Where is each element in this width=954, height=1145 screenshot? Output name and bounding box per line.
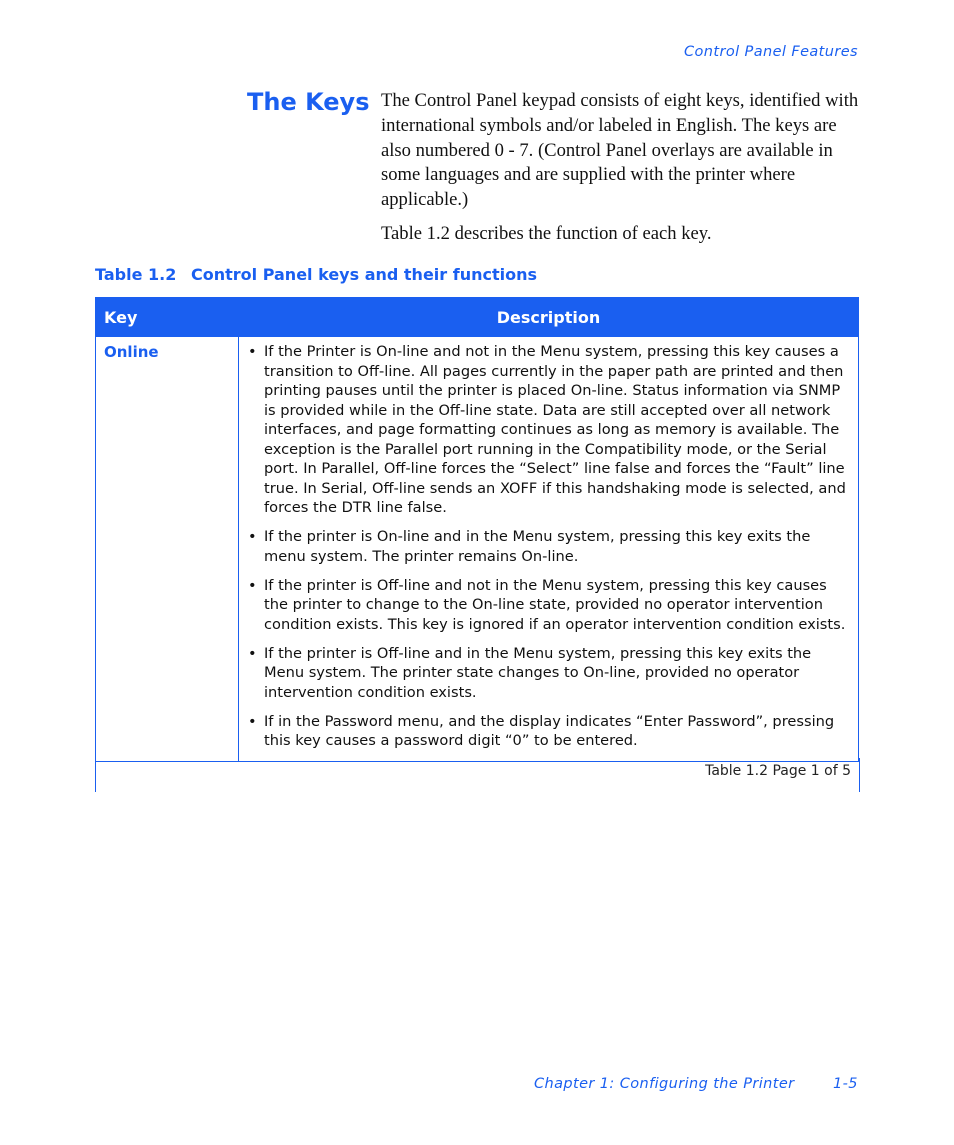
- table-caption-title: Control Panel keys and their functions: [191, 265, 537, 284]
- bullet-text: If the Printer is On-line and not in the Menu system, pressing this key causes a transition to Off-line. All pages currently in the paper path are printed and then printing pauses until the printer is placed On-line. Status information via SNMP is provided while in the Off-line state. Data are still accepted over all network interfaces, and page formatting continues as long as memory is available. The exception is the Parallel port running in the Compatibility mode, or the Serial port. In Parallel, Off-line forces the “Select” line false and forces the “Fault” line true. In Serial, Off-line sends an XOFF if this handshaking mode is selected, and forces the DTR line false.: [264, 343, 846, 516]
- table-header-row: [96, 298, 859, 337]
- keys-table: [95, 297, 859, 762]
- intro-paragraph: The Control Panel keypad consists of eight keys, identified with international symbols and/or labeled in English. The keys are also numbered 0 - 7. (Control Panel overlays are available in some languages and are supplied with the printer where applicable.): [381, 90, 859, 211]
- table-caption-number: Table 1.2: [95, 265, 177, 284]
- bullet-glyph: •: [248, 576, 257, 594]
- description-bullet: [247, 527, 850, 566]
- table-page-counter: Table 1.2 Page 1 of 5: [705, 763, 851, 779]
- intro-paragraph: Table 1.2 describes the function of each key.: [381, 222, 712, 244]
- running-header: Control Panel Features: [684, 44, 858, 60]
- description-bullet-list: [247, 342, 850, 751]
- bullet-text: If the printer is Off-line and in the Menu system, pressing this key exits the Menu system. The printer state changes to On-line, provided no operator intervention condition exists.: [264, 644, 812, 701]
- column-header-description: Description: [239, 298, 859, 337]
- table-row: [96, 337, 859, 762]
- key-name-cell: Online: [96, 337, 239, 762]
- section-title: The Keys: [247, 88, 370, 116]
- description-bullet: [247, 644, 850, 703]
- footer-page-number: 1-5: [833, 1076, 858, 1092]
- bullet-text: If in the Password menu, and the display indicates “Enter Password”, pressing this key causes a password digit “0” to be entered.: [264, 712, 835, 749]
- description-bullet: [247, 576, 850, 635]
- bullet-text: If the printer is On-line and in the Menu system, pressing this key exits the menu system. The printer remains On-line.: [264, 528, 811, 565]
- bullet-glyph: •: [248, 343, 257, 360]
- column-header-key: Key: [96, 298, 239, 337]
- bullet-text: If the printer is Off-line and not in the Menu system, pressing this key causes the printer to change to the On-line state, provided no operator intervention condition exists. This key is ignored if an operator intervention condition exists.: [264, 576, 846, 633]
- intro-text: [381, 89, 861, 256]
- table-continuation-row: [95, 758, 860, 792]
- footer-chapter-title: Chapter 1: Configuring the Printer: [534, 1076, 795, 1092]
- table-caption: [95, 265, 537, 284]
- bullet-glyph: •: [248, 712, 257, 730]
- bullet-glyph: •: [248, 644, 257, 662]
- running-footer: [534, 1076, 858, 1092]
- description-cell: [239, 337, 859, 762]
- bullet-glyph: •: [248, 528, 257, 545]
- description-bullet: [247, 712, 850, 751]
- description-bullet: [247, 342, 850, 518]
